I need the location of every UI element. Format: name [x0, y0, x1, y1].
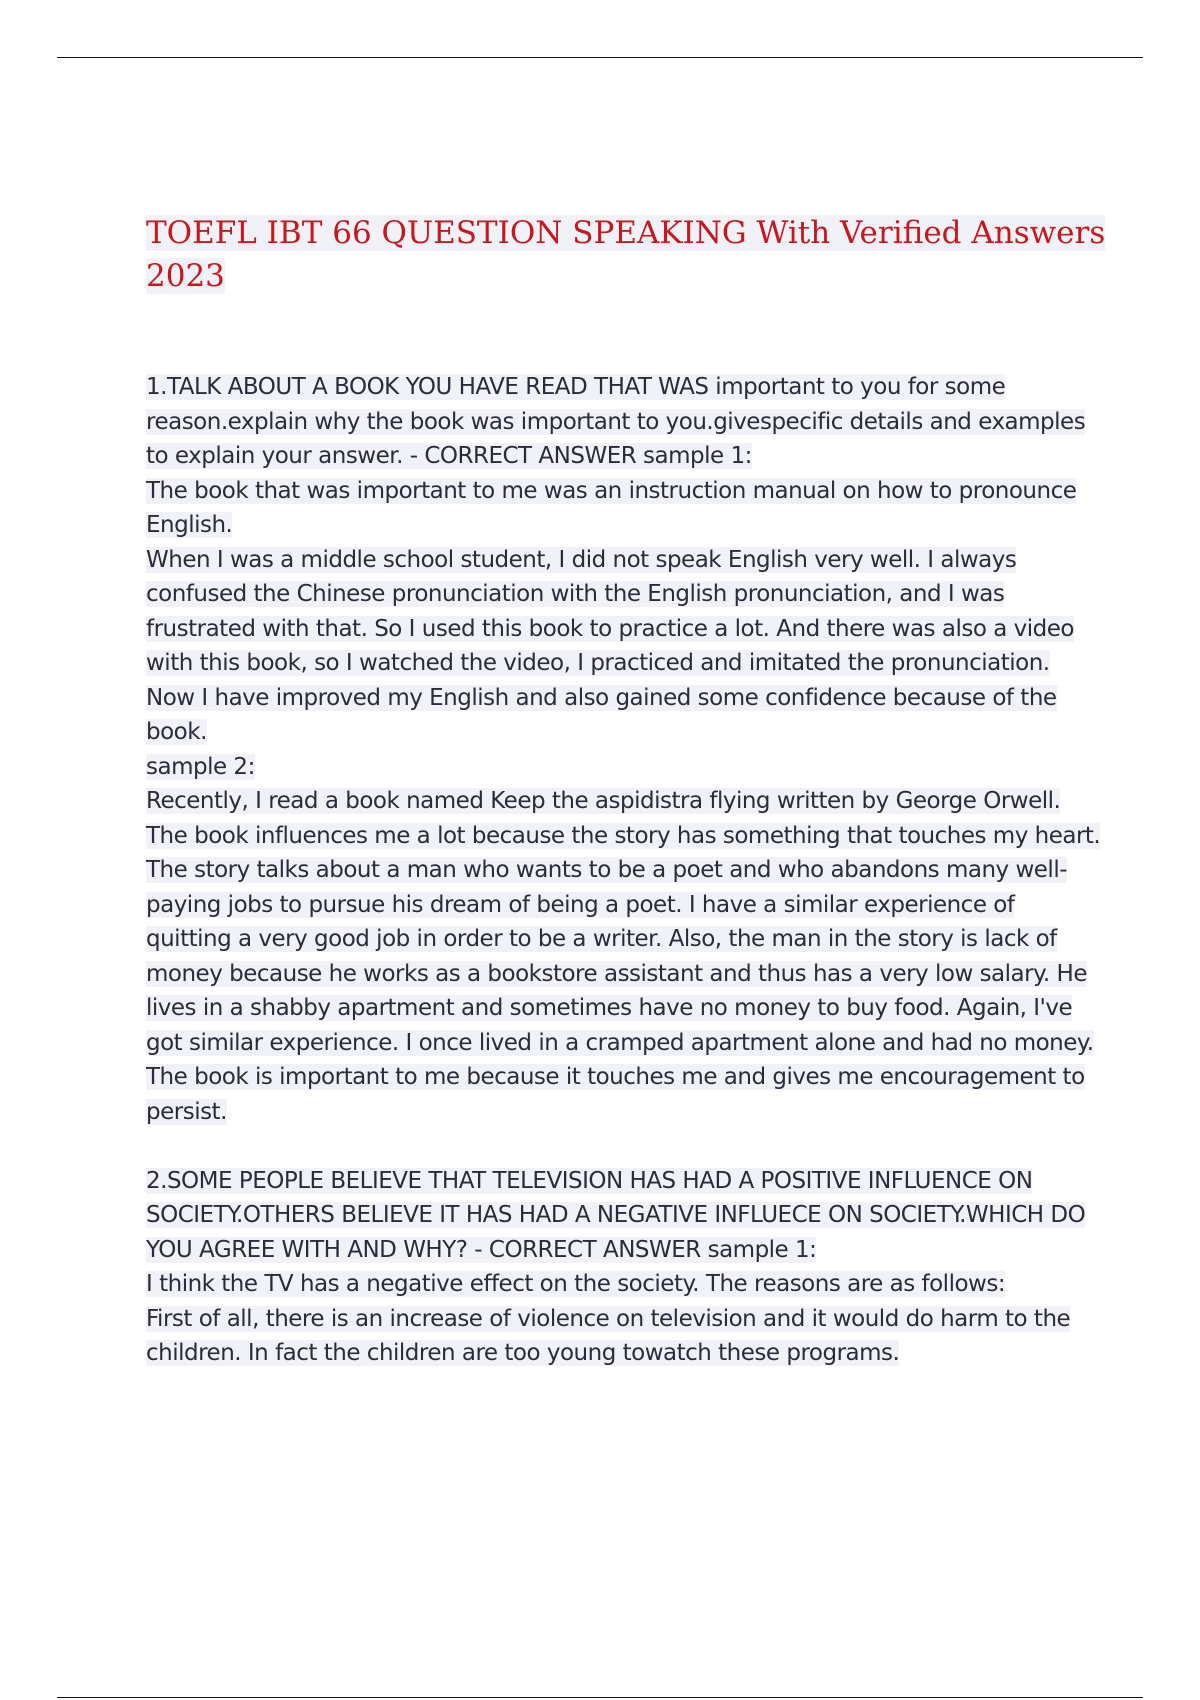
answer-1-paragraph-2: When I was a middle school student, I did not speak English very well. I always confused the Chinese pronunciation with the English pronunciation, and I was frustrated with that. So I used this book to practice a lot. And there was also a video with this book, so I watched the video, I practiced and imitated the pronunciation. [146, 546, 1074, 676]
answer-1-paragraph-3: Now I have improved my English and also gained some confidence because of the book. [146, 684, 1057, 745]
section-gap [146, 1129, 1101, 1164]
answer-2-paragraph-1: I think the TV has a negative effect on the society. The reasons are as follows: [146, 1271, 1006, 1297]
answer-1-sample-2: Recently, I read a book named Keep the aspidistra flying written by George Orwell. The book influences me a lot because the story has something that touches my heart. The story talks about a man who wants to be a poet and who abandons many well-paying jobs to pursue his dream of being a poet. I have a similar experience of quitting a very good job in order to be a writer. Also, the man in the story is lack of money because he works as a bookstore assistant and thus has a very low salary. He lives in a shabby apartment and sometimes have no money to buy food. Again, I've got similar experience. I once lived in a cramped apartment alone and had no money. The book is important to me because it touches me and gives me encouragement to persist. [146, 788, 1101, 1125]
document-title [146, 212, 1106, 298]
top-rule [57, 57, 1143, 58]
bottom-rule [57, 1697, 1143, 1698]
document-title-text: TOEFL IBT 66 QUESTION SPEAKING With Verified Answers 2023 [146, 215, 1106, 294]
question-2: 2.SOME PEOPLE BELIEVE THAT TELEVISION HAS HAD A POSITIVE INFLUENCE ON SOCIETY.OTHERS BELIEVE IT HAS HAD A NEGATIVE INFLUECE ON SOCIETY.WHICH DO YOU AGREE WITH AND WHY? - CORRECT ANSWER sample 1: [146, 1167, 1086, 1263]
answer-1-paragraph-1: The book that was important to me was an instruction manual on how to pronounce English. [146, 477, 1077, 538]
question-1: 1.TALK ABOUT A BOOK YOU HAVE READ THAT WAS important to you for some reason.explain why the book was important to you.givespecific details and examples to explain your answer. - CORRECT ANSWER sample 1: [146, 374, 1086, 469]
sample-2-label: sample 2: [146, 753, 255, 780]
document-body [146, 370, 1101, 1371]
answer-2-paragraph-2: First of all, there is an increase of violence on television and it would do harm to the children. In fact the children are too young towatch these programs. [146, 1305, 1071, 1366]
